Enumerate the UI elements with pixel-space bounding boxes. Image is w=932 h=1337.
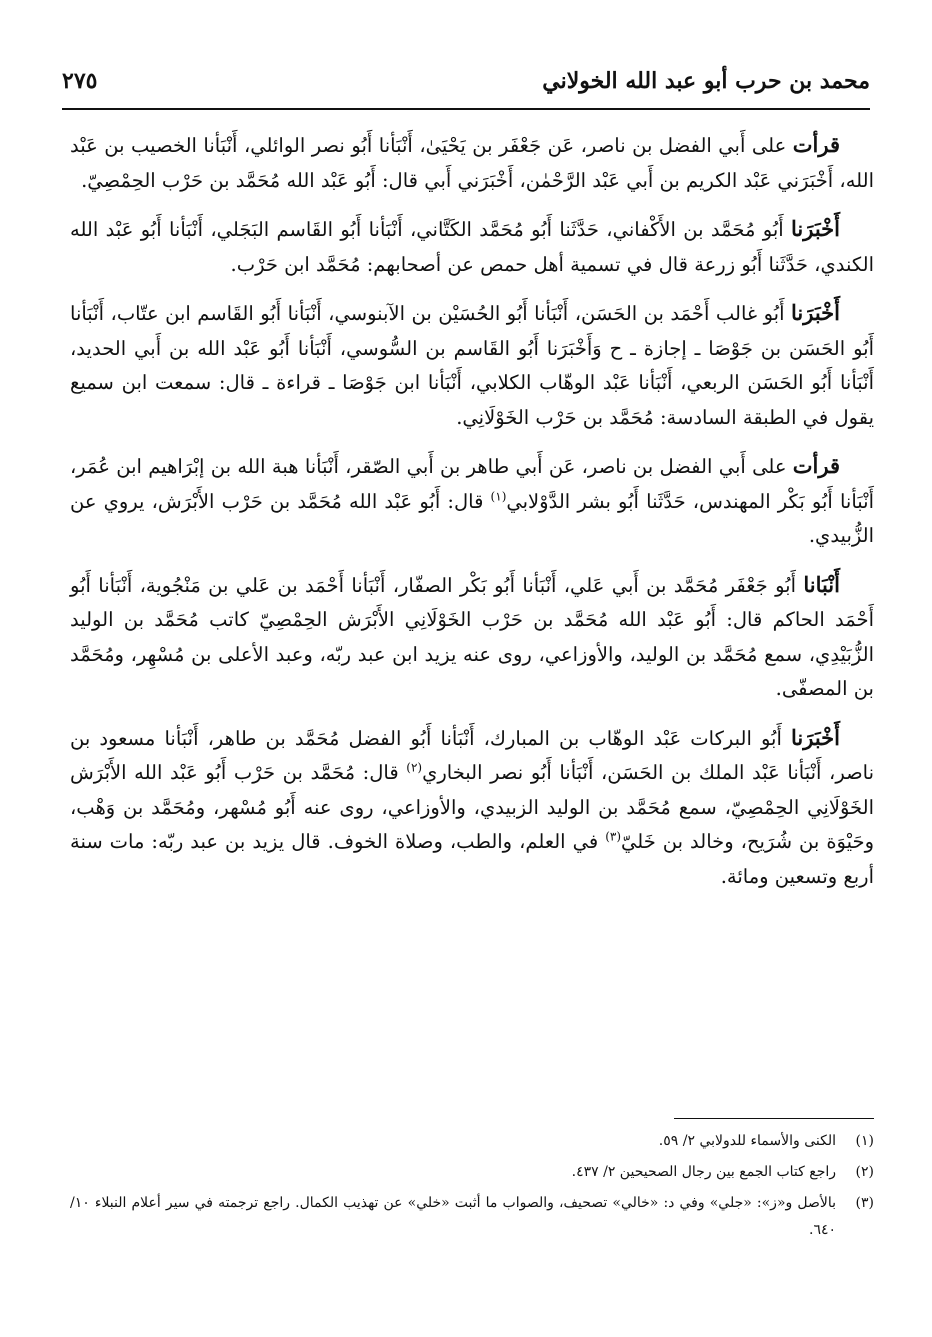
footnote-1	[70, 1128, 874, 1155]
paragraph-text: أَبُو جَعْفَر مُحَمَّد بن أَبي عَلي، أَنْبَأنا أَبُو بَكْر الصفّار، أَنْبَأنا أَحْمَد بن عَلي بن مَنْجُوية، أَنْبَأنا أَبُو أَحْمَد الحاكم قال: أَبُو عَبْد الله مُحَمَّد بن حَرْب الخَوْلَانِي الأَبْرَش الحِمْصِيّ كاتب مُحَمَّد بن الوليد الزُّبَيْدِي، سمع مُحَمَّد بن الوليد، والأوزاعي، روى عنه يزيد ابن عبد ربّه، وعبد الأعلى بن مُسْهِر، ومُحَمَّد بن المصفّى.	[70, 573, 874, 700]
paragraph-4	[70, 449, 874, 554]
footnote-3	[70, 1190, 874, 1244]
paragraph-3	[70, 296, 874, 435]
main-text	[70, 128, 874, 908]
footnote-number: (٣)	[855, 1195, 874, 1211]
footnotes	[70, 1128, 874, 1248]
header-rule	[62, 108, 870, 110]
paragraph-text-cont: قال: مُحَمَّد بن حَرْب أَبُو عَبْد الله الأَبْرَش الخَوْلَانِي الحِمْصِيّ، سمع مُحَمَّد بن الوليد الزبيدي، والأوزاعي، روى عنه أَبُو مُسْهر، ومُحَمَّد بن وَهْب، وحَيْوَة بن شُرَيح، وخالد بن خَليّ	[70, 761, 874, 853]
paragraph-lead: قرأت	[792, 132, 840, 157]
paragraph-1	[70, 128, 874, 198]
paragraph-6	[70, 721, 874, 895]
footnote-text: بالأصل و«ز»: «جلي» وفي د: «خالي» تصحيف، والصواب ما أثبت «خلي» عن تهذيب الكمال. راجع ترجمته في سير أعلام النبلاء ١٠/ ٦٤٠.	[70, 1195, 836, 1238]
footnote-ref-3[interactable]: (٣)	[605, 829, 622, 844]
paragraph-lead: أَنْبَانا	[803, 571, 840, 597]
paragraph-lead: أَخْبَرَنا	[791, 300, 840, 325]
footnote-ref-2[interactable]: (٢)	[406, 760, 423, 775]
footnote-rule	[674, 1118, 874, 1119]
page-header	[62, 58, 870, 104]
paragraph-lead: قرأت	[792, 453, 840, 478]
footnote-number: (١)	[855, 1133, 874, 1149]
paragraph-5	[70, 568, 874, 707]
paragraph-text: على أَبي الفضل بن ناصر، عَن أَبي طاهر بن أَبي الصّقر، أَنْبَأنا هبة الله بن إبْرَاهيم ابن عُمَر، أَنْبَأنا أَبُو بَكْر المهندس، حَدَّثَنا أَبُو بشر الدَّوْلابي	[70, 455, 874, 513]
paragraph-2	[70, 212, 874, 282]
paragraph-text: أَبُو البركات عَبْد الوهّاب بن المبارك، أَنْبَأنا أَبُو الفضل مُحَمَّد بن طاهر، أَنْبَأنا مسعود بن ناصر، أَنْبَأنا عَبْد الملك بن الحَسَن، أَنْبَأنا أَبُو نصر البخاري	[70, 726, 875, 784]
footnote-number: (٢)	[855, 1164, 874, 1180]
running-title: محمد بن حرب أبو عبد الله الخولاني	[542, 68, 870, 94]
paragraph-lead: أَخْبَرَنا	[791, 724, 840, 750]
footnote-text: الكنى والأسماء للدولابي ٢/ ٥٩.	[658, 1133, 836, 1149]
paragraph-lead: أَخْبَرَنا	[791, 216, 840, 241]
footnote-2	[70, 1159, 874, 1186]
paragraph-text: أَبُو مُحَمَّد بن الأَكْفاني، حَدَّثَنا أَبُو مُحَمَّد الكَتَّاني، أَنْبَأنا أَبُو القَاسم البَجَلي، أَنْبَأنا أَبُو عَبْد الله الكندي، حَدَّثَنا أَبُو زرعة قال في تسمية أهل حمص عن أصحابهم: مُحَمَّد ابن حَرْب.	[70, 218, 874, 276]
footnote-ref-1[interactable]: (١)	[490, 489, 507, 503]
paragraph-text-cont: قال: أَبُو عَبْد الله مُحَمَّد بن حَرْب الأَبْرَش، يروي عن الزُّبيدي.	[70, 489, 874, 547]
page-number: ٢٧٥	[62, 68, 98, 94]
paragraph-text: أَبُو غالب أَحْمَد بن الحَسَن، أَنْبَأنا أَبُو الحُسَيْن بن الآبنوسي، أَنْبَأنا أَبُو القَاسم ابن عتّاب، أَنْبَأنا أَبُو الحَسَن بن جَوْصَا ـ إجازة ـ ح وَأَخْبَرَنا أَبُو القَاسم بن السُّوسي، أَنْبَأنا أَبُو عَبْد الله بن أَبي الحديد، أَنْبَأنا أَبُو الحَسَن الربعي، أَنْبَأنا عَبْد الوهّاب الكلابي، أَنْبَأنا ابن جَوْصَا ـ قراءة ـ قال: سمعت ابن سميع يقول في الطبقة السادسة: مُحَمَّد بن حَرْب الخَوْلَانِي.	[70, 302, 874, 429]
paragraph-text-cont: في العلم، والطب، وصلاة الخوف. قال يزيد بن عبد ربّه: مات سنة أربع وتسعين ومائة.	[70, 830, 874, 888]
footnote-text: راجع كتاب الجمع بين رجال الصحيحين ٢/ ٤٣٧.	[571, 1164, 836, 1180]
paragraph-text: على أَبي الفضل بن ناصر، عَن جَعْفَر بن يَحْيَىٰ، أَنْبَأنا أَبُو نصر الوائلي، أَنْبَأنا الخصيب بن عَبْد الله، أَخْبَرَني عَبْد الكريم بن أَبي عَبْد الرَّحْمٰن، أَخْبَرَني أَبي قال: أَبُو عَبْد الله مُحَمَّد بن حَرْب الحِمْصِيّ.	[70, 134, 874, 192]
